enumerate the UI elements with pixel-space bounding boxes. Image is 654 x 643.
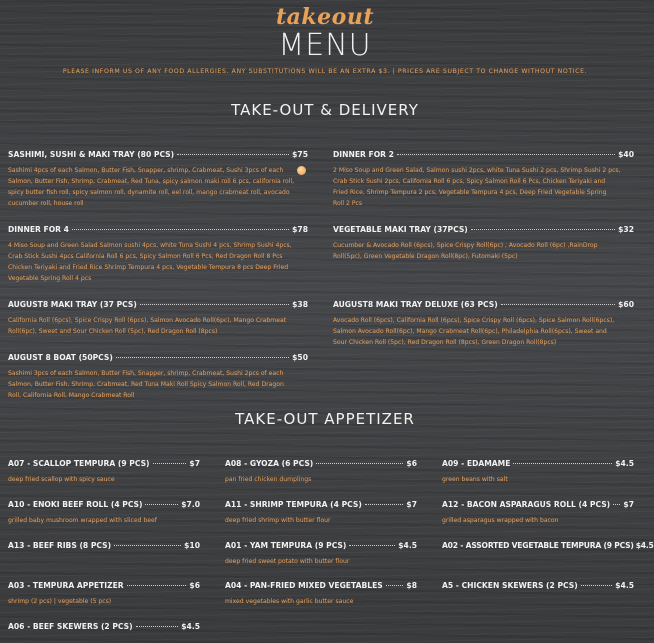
item-desc-line: Cucumber & Avocado Roll (6pcs), Spice Crispy Roll(6pc) , Avocado Roll (6pc) ,RainDrop — [333, 242, 598, 249]
menu-item — [8, 225, 308, 284]
item-desc-line: Roll(5pc), Green Vegetable Dragon Roll(8pc), Futomaki (5pc) — [333, 253, 518, 260]
item-price: $4.5 — [635, 541, 654, 550]
item-name: A04 - PAN-FRIED MIXED VEGETABLES — [225, 581, 383, 590]
item-desc-line: Avocado Roll (6pcs), California Roll (6pcs), Spice Crispy Roll (6pcs), Spice Salmon Roll(6pcs), — [333, 317, 615, 324]
menu-item — [8, 622, 200, 631]
menu-item — [442, 581, 634, 590]
menu-item — [8, 500, 200, 526]
item-desc-line: Roll, California Roll, Mango Crabmeat Roll — [8, 392, 135, 399]
item-desc-line: Salmon Avocado Roll(6pc), Mango Crabmeat Roll(6pc), Philadelphia Roll(6pcs), Sweet and — [333, 328, 607, 335]
menu-item — [442, 500, 634, 526]
item-name: SASHIMI, SUSHI & MAKI TRAY (80 PCS) — [8, 150, 175, 159]
item-desc-line: grilled asparagus wrapped with bacon — [442, 517, 559, 524]
item-desc-line: Sashimi 3pcs of each Salmon, Butter Fish, Snapper, shrimp, Crabmeat, Sushi 2pcs of each — [8, 370, 284, 377]
menu-item — [8, 300, 308, 337]
menu-item — [225, 459, 417, 485]
item-price: $7 — [623, 500, 634, 509]
item-desc-line: spicy butter fish roll, spicy salmon roll, dynamite roll, eel roll, mango crabmeat roll, avocado — [8, 189, 290, 196]
item-desc-line: green beans with salt — [442, 476, 508, 483]
item-desc-line: Salmon, Butter Fish, Shrimp, Crabmeat, Red Tuna Maki Roll Spicy Salmon Roll, Red Dragon — [8, 381, 284, 388]
item-price: $4.5 — [181, 622, 200, 631]
item-name: A12 - BACON ASPARAGUS ROLL (4 PCS) — [442, 500, 611, 509]
item-desc-line: Roll(6pc), Sweet and Sour Chicken Roll (5pc), Red Dragon Roll (8pcs) — [8, 328, 218, 335]
menu-item — [8, 150, 308, 209]
menu-item — [225, 500, 417, 526]
item-price: $10 — [184, 541, 200, 550]
item-price: $32 — [618, 225, 634, 234]
item-desc-line: Crab Stick Sushi 2pcs, California Roll 6 pcs, Spicy Salmon Roll 6 Pcs, Chicken Teriyaki and — [333, 178, 606, 185]
item-name: A06 - BEEF SKEWERS (2 PCS) — [8, 622, 133, 631]
allergy-notice: PLEASE INFORM US OF ANY FOOD ALLERGIES. ANY SUBSTITUTIONS WILL BE AN EXTRA $3. | PRICES ARE SUBJECT TO CHANGE WITHOUT NOTICE. — [62, 68, 588, 75]
item-price: $4.5 — [615, 459, 634, 468]
item-desc-line: Crab Stick Sushi 4pcs California Roll 6 pcs, Spicy Salmon Roll 6 Pcs, Red Dragon Roll 8 Pcs — [8, 253, 283, 260]
appetizer-section-title: TAKE-OUT APPETIZER — [235, 410, 415, 428]
item-desc-line: Vegetable Spring Roll 4 pcs — [8, 275, 92, 282]
item-price: $7.0 — [181, 500, 200, 509]
item-desc-line: pan fried chicken dumplings — [225, 476, 312, 483]
item-desc-line: deep fried scallop with spicy sauce — [8, 476, 115, 483]
item-desc-line: grilled baby mushroom wrapped with sliced beef — [8, 517, 157, 524]
item-name: A10 - ENOKI BEEF ROLL (4 PCS) — [8, 500, 143, 509]
delivery-section-title: TAKE-OUT & DELIVERY — [231, 101, 419, 119]
menu-item — [333, 300, 634, 348]
item-desc-line: Sour Chicken Roll (5pc), Red Dragon Roll (8pcs), Green Dragon Roll(8pcs) — [333, 339, 557, 346]
item-price: $7 — [189, 459, 200, 468]
item-price: $50 — [292, 353, 308, 362]
item-price: $7 — [406, 500, 417, 509]
item-name: A13 - BEEF RIBS (8 PCS) — [8, 541, 112, 550]
item-price: $6 — [406, 459, 417, 468]
takeout-script-title: takeout — [276, 4, 374, 30]
item-desc-line: cucumber roll, house roll — [8, 200, 84, 207]
item-name: DINNER FOR 2 — [333, 150, 394, 159]
item-desc-line: Sashimi 4pcs of each Salmon, Butter Fish, Snapper, shrimp, Crabmeat, Sushi 3pcs of each — [8, 167, 284, 174]
item-name: A03 - TEMPURA APPETIZER — [8, 581, 124, 590]
item-desc-line: Salmon, Butter Fish, Shrimp, Crabmeat, Red Tuna, spicy salmon maki roll 6 pcs, california roll, — [8, 178, 295, 185]
item-desc-line: Chicken Teriyaki and Fried Rice Shrimp Tempura 4 pcs, Vegetable Tempura 8 pcs Deep Fried — [8, 264, 289, 271]
menu-item — [442, 459, 634, 485]
item-price: $75 — [292, 150, 308, 159]
item-price: $6 — [189, 581, 200, 590]
menu-item — [8, 353, 308, 401]
item-desc-line: deep fried sweet potato with butter flour — [225, 558, 350, 565]
item-name: A07 - SCALLOP TEMPURA (9 PCS) — [8, 459, 150, 468]
item-price: $8 — [406, 581, 417, 590]
menu-item — [333, 225, 634, 262]
menu-item — [8, 541, 200, 550]
item-price: $78 — [292, 225, 308, 234]
item-price: $4.5 — [615, 581, 634, 590]
item-price: $38 — [292, 300, 308, 309]
item-name: A02 - ASSORTED VEGETABLE TEMPURA (9 PCS) — [442, 541, 634, 550]
decorative-dot-icon — [297, 166, 306, 175]
item-name: A08 - GYOZA (6 PCS) — [225, 459, 314, 468]
item-name: AUGUST 8 BOAT (50PCS) — [8, 353, 113, 362]
item-desc-line: Roll 2 Pcs — [333, 200, 363, 207]
item-name: AUGUST8 MAKI TRAY DELUXE (63 PCS) — [333, 300, 498, 309]
item-desc-line: shrimp (2 pcs) | vegetable (5 pcs) — [8, 598, 112, 605]
item-desc-line: Fried Rice, Shrimp Tempura 2 pcs, Vegetable Tempura 4 pcs, Deep Fried Vegetable Spring — [333, 189, 607, 196]
menu-item — [333, 150, 634, 209]
item-name: A01 - YAM TEMPURA (9 PCS) — [225, 541, 347, 550]
item-price: $60 — [618, 300, 634, 309]
item-name: VEGETABLE MAKI TRAY (37PCS) — [333, 225, 468, 234]
menu-item — [225, 581, 417, 607]
item-desc-line: mixed vegetables with garlic butter sauce — [225, 598, 354, 605]
item-desc-line: 2 Miso Soup and Green Salad, Salmon sushi 2pcs, white Tuna Sushi 2 pcs, Shrimp Sushi 2 pcs, — [333, 167, 621, 174]
menu-item — [8, 459, 200, 485]
item-name: A5 - CHICKEN SKEWERS (2 PCS) — [442, 581, 578, 590]
item-name: DINNER FOR 4 — [8, 225, 69, 234]
item-name: A11 - SHRIMP TEMPURA (4 PCS) — [225, 500, 362, 509]
menu-item — [8, 581, 200, 607]
item-price: $4.5 — [398, 541, 417, 550]
menu-title: MENU — [278, 28, 372, 63]
item-name: AUGUST8 MAKI TRAY (37 PCS) — [8, 300, 137, 309]
item-price: $40 — [618, 150, 634, 159]
menu-item — [442, 541, 654, 550]
item-desc-line: California Roll (6pcs), Spice Crispy Roll (6pcs), Salmon Avocado Roll(6pc), Mango Crabmeat — [8, 317, 287, 324]
item-desc-line: 4 Miso Soup and Green Salad Salmon sushi 4pcs, white Tuna Sushi 4 pcs, Shrimp Sushi 4pcs, — [8, 242, 292, 249]
item-desc-line: deep fried shrimp with butter flour — [225, 517, 331, 524]
menu-item — [225, 541, 417, 567]
item-name: A09 - EDAMAME — [442, 459, 511, 468]
